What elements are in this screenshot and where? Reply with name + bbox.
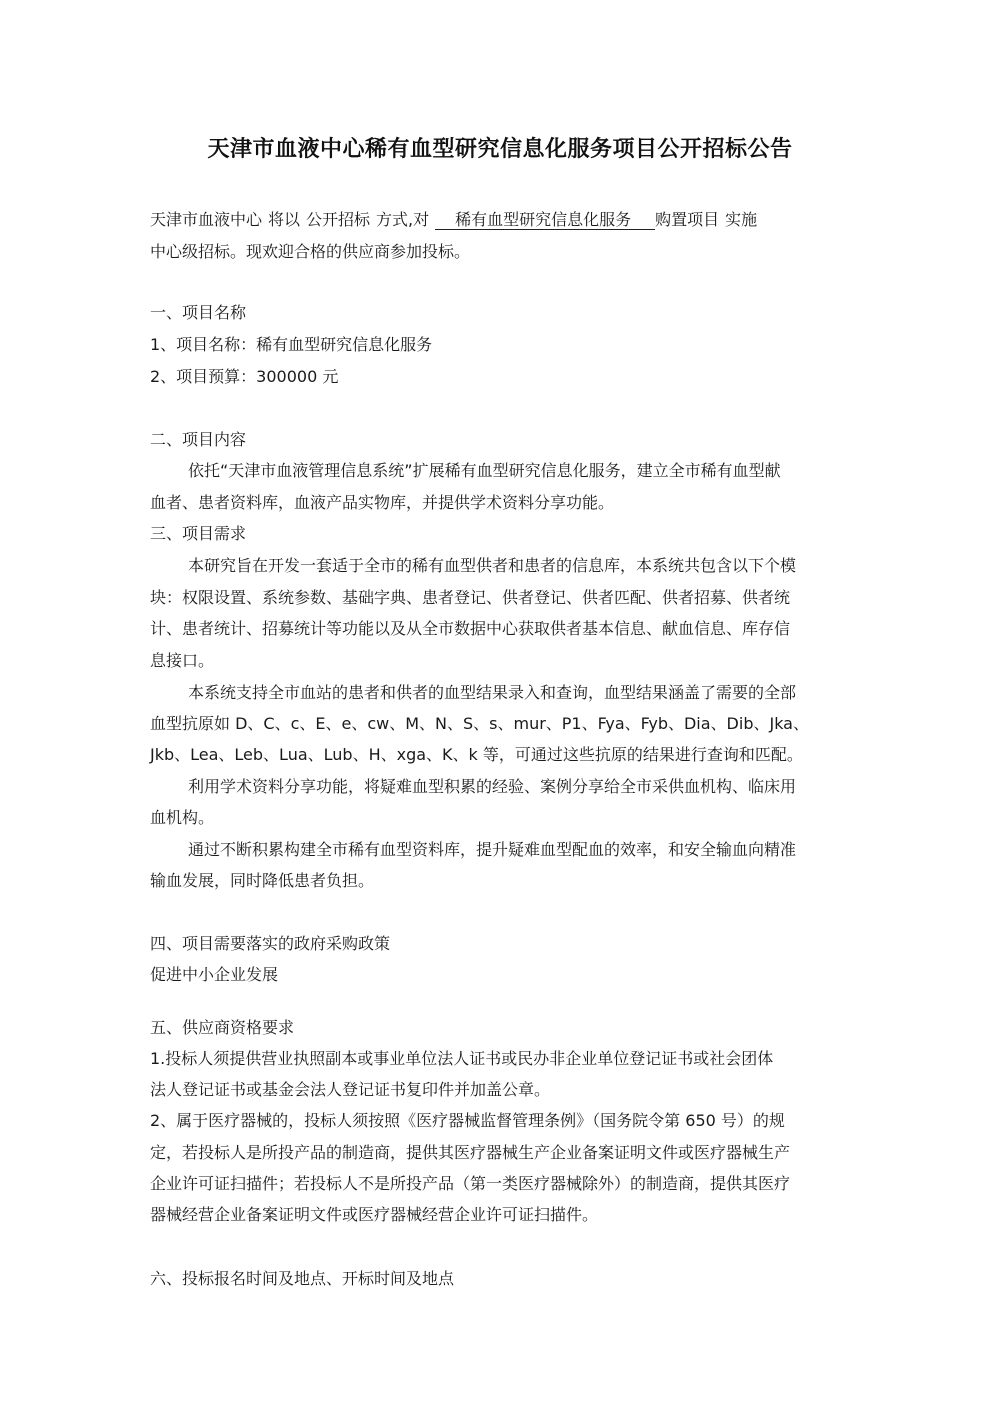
section-3-para-d-line-2: 输血发展，同时降低患者负担。 — [150, 871, 375, 890]
section-3-heading: 三、项目需求 — [150, 524, 247, 543]
section-5-heading: 五、供应商资格要求 — [150, 1018, 295, 1037]
project-name-line: 1、项目名称：稀有血型研究信息化服务 — [150, 335, 433, 354]
intro-org: 天津市血液中心 — [150, 210, 263, 229]
section-3-para-a-line-1: 本研究旨在开发一套适于全市的稀有血型供者和患者的信息库，本系统共包含以下个模 — [188, 556, 797, 575]
section-5-req-2-line-2: 定，若投标人是所投产品的制造商，提供其医疗器械生产企业备案证明文件或医疗器械生产 — [150, 1143, 791, 1162]
intro-text-3: 购置项目 — [655, 210, 720, 229]
section-3-para-c-line-1: 利用学术资料分享功能，将疑难血型积累的经验、案例分享给全市采供血机构、临床用 — [188, 777, 797, 796]
project-budget-line: 2、项目预算：300000 元 — [150, 367, 339, 386]
section-1-heading: 一、项目名称 — [150, 303, 247, 322]
section-3-para-a-line-3: 计、患者统计、招募统计等功能以及从全市数据中心获取供者基本信息、献血信息、库存信 — [150, 619, 791, 638]
intro-text-2: 方式,对 — [376, 210, 430, 229]
document-title: 天津市血液中心稀有血型研究信息化服务项目公开招标公告 — [207, 137, 793, 162]
section-3-para-b-line-1: 本系统支持全市血站的患者和供者的血型结果录入和查询，血型结果涵盖了需要的全部 — [188, 683, 797, 702]
intro-method: 公开招标 — [306, 210, 371, 229]
intro-project-name: 稀有血型研究信息化服务 — [435, 212, 655, 230]
section-2-para-line-1: 依托“天津市血液管理信息系统”扩展稀有血型研究信息化服务，建立全市稀有血型献 — [188, 461, 781, 480]
section-5-req-1-line-2: 法人登记证书或基金会法人登记证书复印件并加盖公章。 — [150, 1080, 551, 1099]
section-5-req-2-line-1: 2、属于医疗器械的，投标人须按照《医疗器械监督管理条例》（国务院令第 650 号）的规 — [150, 1111, 785, 1130]
intro-line-2: 中心级招标。现欢迎合格的供应商参加投标。 — [150, 242, 471, 261]
section-4-body: 促进中小企业发展 — [150, 965, 279, 984]
section-3-para-b-line-2: 血型抗原如 D、C、c、E、e、cw、M、N、S、s、mur、P1、Fya、Fyb、Dia、Dib、Jka、 — [150, 714, 809, 733]
section-3-para-b-line-3: Jkb、Lea、Leb、Lua、Lub、H、xga、K、k 等，可通过这些抗原的结果进行查询和匹配。 — [150, 745, 803, 764]
section-4-heading: 四、项目需要落实的政府采购政策 — [150, 934, 391, 953]
section-2-para-line-2: 血者、患者资料库，血液产品实物库，并提供学术资料分享功能。 — [150, 493, 615, 512]
intro-text-1: 将以 — [268, 210, 301, 229]
section-5-req-2-line-4: 器械经营企业备案证明文件或医疗器械经营企业许可证扫描件。 — [150, 1205, 599, 1224]
section-3-para-d-line-1: 通过不断积累构建全市稀有血型资料库，提升疑难血型配血的效率，和安全输血向精准 — [188, 840, 797, 859]
section-3-para-a-line-4: 息接口。 — [150, 651, 215, 670]
section-6-heading: 六、投标报名时间及地点、开标时间及地点 — [150, 1269, 455, 1288]
intro-line-1 — [150, 207, 757, 230]
section-3-para-c-line-2: 血机构。 — [150, 808, 215, 827]
section-2-heading: 二、项目内容 — [150, 430, 247, 449]
section-5-req-1-line-1: 1.投标人须提供营业执照副本或事业单位法人证书或民办非企业单位登记证书或社会团体 — [150, 1049, 774, 1068]
section-3-para-a-line-2: 块：权限设置、系统参数、基础字典、患者登记、供者登记、供者匹配、供者招募、供者统 — [150, 588, 791, 607]
section-5-req-2-line-3: 企业许可证扫描件；若投标人不是所投产品（第一类医疗器械除外）的制造商，提供其医疗 — [150, 1174, 791, 1193]
intro-text-4: 实施 — [725, 210, 758, 229]
